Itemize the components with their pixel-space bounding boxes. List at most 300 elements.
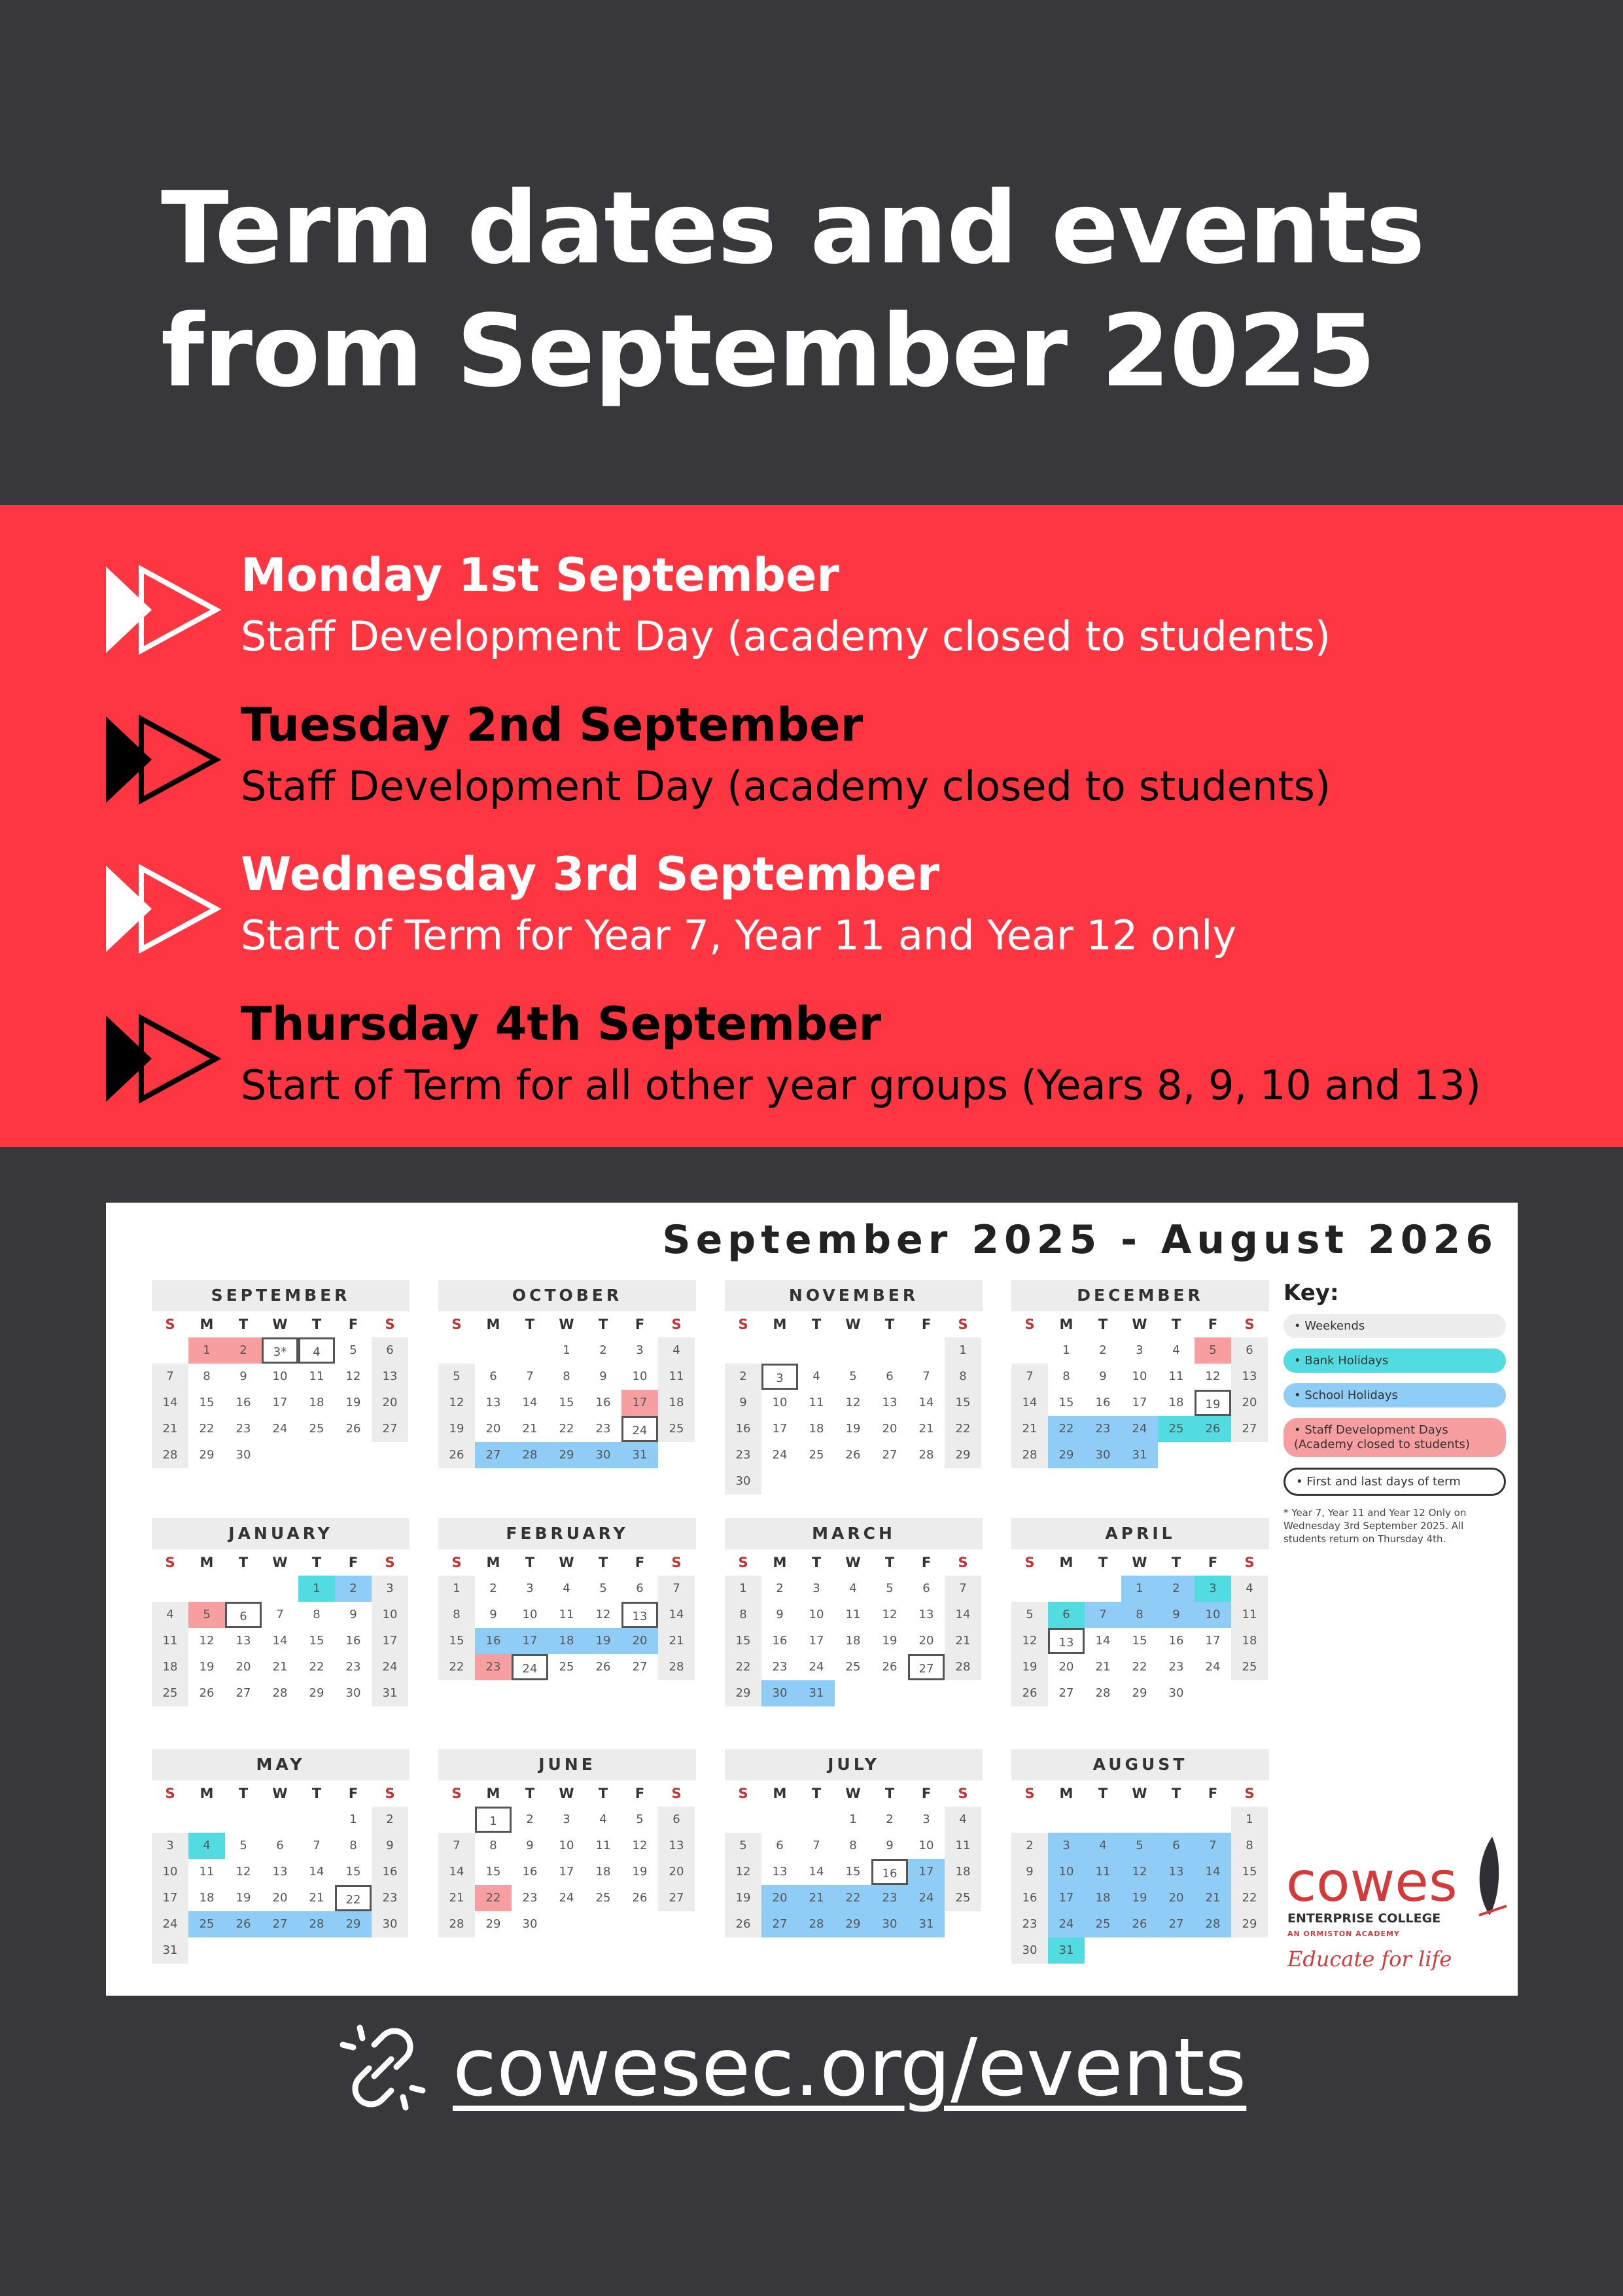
day-cell: 13 xyxy=(1158,1859,1195,1885)
weekday-header xyxy=(438,1311,696,1337)
day-cell: 27 xyxy=(761,1911,798,1937)
day-cell: 28 xyxy=(945,1654,981,1680)
empty-cell xyxy=(298,1807,335,1833)
month-october xyxy=(438,1280,696,1468)
week-row xyxy=(1011,1602,1269,1628)
day-cell: 13 xyxy=(1231,1364,1268,1390)
day-cell: 21 xyxy=(1011,1416,1048,1442)
day-cell: 11 xyxy=(559,1608,574,1621)
key-first-last-days: • First and last days of term xyxy=(1283,1468,1506,1496)
empty-cell xyxy=(298,1442,335,1468)
event-item xyxy=(0,544,1623,694)
day-cell: 2 xyxy=(372,1807,408,1833)
day-cell: 16 xyxy=(1011,1885,1048,1911)
weekday-label: W xyxy=(272,1786,288,1801)
weekday-label: S xyxy=(385,1555,395,1570)
weekday-label: T xyxy=(238,1316,249,1332)
empty-cell xyxy=(658,1911,695,1937)
day-cell: 20 xyxy=(1058,1660,1074,1674)
day-cell: 25 xyxy=(595,1891,611,1905)
day-cell: 23 xyxy=(522,1891,538,1905)
month-name: SEPTEMBER xyxy=(152,1280,410,1311)
weekday-label: M xyxy=(773,1316,787,1332)
day-cell: 2 xyxy=(1011,1833,1048,1859)
day-cell: 27 xyxy=(262,1911,298,1937)
weekday-header xyxy=(152,1780,410,1807)
day-cell: 26 xyxy=(225,1911,262,1937)
day-cell: 21 xyxy=(658,1628,695,1654)
empty-cell xyxy=(1195,1937,1231,1964)
day-cell: 29 xyxy=(199,1448,215,1462)
event-date: Wednesday 3rd September xyxy=(241,847,940,901)
day-cell: 1 xyxy=(725,1576,761,1602)
day-cell: 12 xyxy=(1121,1859,1158,1885)
day-cell: 31 xyxy=(372,1680,408,1706)
day-cell: 28 xyxy=(1011,1442,1048,1468)
day-cell: 2 xyxy=(526,1812,534,1826)
day-cell: 7 xyxy=(152,1364,188,1390)
day-cell: 14 xyxy=(522,1396,538,1409)
day-cell: 3* xyxy=(262,1337,298,1364)
empty-cell xyxy=(188,1576,225,1602)
day-cell: 8 xyxy=(438,1602,475,1628)
week-row xyxy=(152,1390,410,1416)
day-cell: 16 xyxy=(372,1859,408,1885)
day-cell: 20 xyxy=(621,1628,658,1654)
month-november xyxy=(725,1280,983,1494)
day-cell: 24 xyxy=(152,1911,188,1937)
weekday-label: S xyxy=(958,1786,968,1801)
month-february xyxy=(438,1518,696,1680)
weekday-label: M xyxy=(1059,1316,1073,1332)
day-cell: 29 xyxy=(945,1442,981,1468)
empty-cell xyxy=(761,1337,798,1364)
day-cell: 13 xyxy=(882,1396,898,1409)
weekday-label: S xyxy=(738,1555,748,1570)
day-cell: 24 xyxy=(1121,1416,1158,1442)
weekday-label: T xyxy=(598,1316,608,1332)
day-cell: 7 xyxy=(313,1839,321,1852)
weekday-label: S xyxy=(671,1316,682,1332)
month-name: OCTOBER xyxy=(438,1280,696,1311)
week-row xyxy=(152,1807,410,1833)
empty-cell xyxy=(152,1576,188,1602)
month-september xyxy=(152,1280,410,1468)
weekday-label: M xyxy=(486,1555,500,1570)
empty-cell xyxy=(871,1337,908,1364)
day-cell: 7 xyxy=(812,1839,820,1852)
weekday-label: M xyxy=(1059,1555,1073,1570)
logo-subtitle-2: AN ORMISTON ACADEMY xyxy=(1287,1930,1400,1938)
empty-cell xyxy=(1195,1807,1231,1833)
day-cell: 31 xyxy=(798,1680,835,1706)
day-cell: 13 xyxy=(272,1865,288,1879)
day-cell: 7 xyxy=(658,1576,695,1602)
day-cell: 1 xyxy=(188,1337,225,1364)
week-row xyxy=(1011,1364,1269,1390)
day-cell: 8 xyxy=(203,1369,211,1383)
empty-cell xyxy=(335,1937,372,1964)
day-cell: 20 xyxy=(236,1660,251,1674)
day-cell: 28 xyxy=(438,1911,475,1937)
day-cell: 17 xyxy=(908,1859,945,1885)
day-cell: 14 xyxy=(152,1390,188,1416)
day-cell: 4 xyxy=(152,1602,188,1628)
sail-icon xyxy=(1470,1834,1509,1919)
empty-cell xyxy=(225,1576,262,1602)
week-row xyxy=(152,1911,410,1937)
day-cell: 11 xyxy=(309,1369,324,1383)
week-row xyxy=(152,1885,410,1911)
day-cell: 31 xyxy=(1121,1442,1158,1468)
day-cell: 22 xyxy=(945,1416,981,1442)
weekday-label: S xyxy=(958,1555,968,1570)
day-cell: 23 xyxy=(236,1422,251,1436)
empty-cell xyxy=(225,1937,262,1964)
weekday-label: T xyxy=(238,1555,249,1570)
day-cell: 6 xyxy=(1048,1602,1085,1628)
day-cell: 30 xyxy=(1085,1442,1121,1468)
day-cell: 6 xyxy=(276,1839,284,1852)
day-cell: 10 xyxy=(522,1608,538,1621)
weekday-label: S xyxy=(671,1786,682,1801)
day-cell: 3 xyxy=(372,1576,408,1602)
events-link[interactable] xyxy=(334,2022,1246,2113)
day-cell: 12 xyxy=(632,1839,648,1852)
day-cell: 28 xyxy=(152,1442,188,1468)
month-name: NOVEMBER xyxy=(725,1280,983,1311)
month-name: MAY xyxy=(152,1749,410,1780)
weekday-label: M xyxy=(1059,1786,1073,1801)
weekday-label: S xyxy=(451,1555,462,1570)
day-cell: 27 xyxy=(475,1442,512,1468)
weekday-label: W xyxy=(1132,1555,1147,1570)
college-logo xyxy=(1283,1834,1506,1978)
empty-cell xyxy=(908,1337,945,1364)
empty-cell xyxy=(621,1911,658,1937)
day-cell: 15 xyxy=(725,1628,761,1654)
day-cell: 4 xyxy=(812,1369,820,1383)
month-name: JULY xyxy=(725,1749,983,1780)
day-cell: 16 xyxy=(595,1396,611,1409)
empty-cell xyxy=(1048,1576,1085,1602)
day-cell: 3 xyxy=(152,1833,188,1859)
weekday-label: T xyxy=(598,1786,608,1801)
empty-cell xyxy=(1195,1680,1231,1706)
weekday-label: T xyxy=(1098,1555,1108,1570)
title-line-1: Term dates and events xyxy=(161,170,1425,286)
week-row xyxy=(152,1416,410,1442)
empty-cell xyxy=(372,1937,408,1964)
day-cell: 25 xyxy=(1085,1911,1121,1937)
empty-cell xyxy=(945,1911,981,1937)
month-april xyxy=(1011,1518,1269,1706)
week-row xyxy=(438,1602,696,1628)
day-cell: 22 xyxy=(309,1660,324,1674)
week-row xyxy=(1011,1576,1269,1602)
empty-cell xyxy=(1085,1576,1121,1602)
week-row xyxy=(152,1859,410,1885)
weekday-label: T xyxy=(884,1786,895,1801)
week-row xyxy=(725,1576,983,1602)
day-cell: 13 xyxy=(918,1608,934,1621)
day-cell: 29 xyxy=(1132,1686,1147,1700)
empty-cell xyxy=(1158,1442,1195,1468)
week-row xyxy=(1011,1680,1269,1706)
day-cell: 1 xyxy=(1121,1576,1158,1602)
day-cell: 3 xyxy=(922,1812,930,1826)
day-cell: 21 xyxy=(1195,1885,1231,1911)
day-cell: 3 xyxy=(761,1364,798,1390)
day-cell: 14 xyxy=(918,1396,934,1409)
day-cell: 26 xyxy=(845,1448,861,1462)
weekday-label: S xyxy=(165,1555,175,1570)
week-row xyxy=(1011,1833,1269,1859)
day-cell: 17 xyxy=(152,1885,188,1911)
week-row xyxy=(1011,1859,1269,1885)
week-row xyxy=(1011,1885,1269,1911)
day-cell: 24 xyxy=(559,1891,574,1905)
day-cell: 2 xyxy=(776,1581,784,1595)
day-cell: 4 xyxy=(563,1581,570,1595)
day-cell: 1 xyxy=(438,1576,475,1602)
weekday-label: F xyxy=(635,1316,645,1332)
day-cell: 23 xyxy=(772,1660,788,1674)
day-cell: 23 xyxy=(372,1885,408,1911)
week-row xyxy=(725,1911,983,1937)
day-cell: 30 xyxy=(761,1680,798,1706)
day-cell: 15 xyxy=(485,1865,501,1879)
day-cell: 16 xyxy=(345,1634,361,1648)
week-row xyxy=(1011,1654,1269,1680)
day-cell: 18 xyxy=(152,1654,188,1680)
empty-cell xyxy=(1085,1937,1121,1964)
day-cell: 25 xyxy=(658,1416,695,1442)
weekday-label: M xyxy=(773,1555,787,1570)
event-date: Thursday 4th September xyxy=(241,997,882,1051)
empty-cell xyxy=(1121,1937,1158,1964)
day-cell: 26 xyxy=(345,1422,361,1436)
day-cell: 5 xyxy=(849,1369,857,1383)
week-row xyxy=(725,1337,983,1364)
month-name: DECEMBER xyxy=(1011,1280,1269,1311)
day-cell: 6 xyxy=(636,1581,644,1595)
empty-cell xyxy=(835,1468,871,1494)
day-cell: 20 xyxy=(272,1891,288,1905)
weekday-label: F xyxy=(1208,1555,1218,1570)
week-row xyxy=(725,1859,983,1885)
empty-cell xyxy=(372,1442,408,1468)
day-cell: 12 xyxy=(236,1865,251,1879)
day-cell: 4 xyxy=(1231,1576,1268,1602)
empty-cell xyxy=(835,1680,871,1706)
week-row xyxy=(438,1390,696,1416)
weekday-label: T xyxy=(1171,1316,1181,1332)
day-cell: 13 xyxy=(658,1833,695,1859)
day-cell: 26 xyxy=(438,1442,475,1468)
month-july xyxy=(725,1749,983,1937)
day-cell: 24 xyxy=(908,1885,945,1911)
day-cell: 8 xyxy=(563,1369,570,1383)
day-cell: 18 xyxy=(1168,1396,1184,1409)
empty-cell xyxy=(798,1468,835,1494)
weekday-label: S xyxy=(1244,1555,1255,1570)
weekday-label: S xyxy=(385,1786,395,1801)
day-cell: 7 xyxy=(526,1369,534,1383)
empty-cell xyxy=(188,1937,225,1964)
weekday-label: S xyxy=(165,1786,175,1801)
day-cell: 19 xyxy=(345,1396,361,1409)
empty-cell xyxy=(225,1807,262,1833)
week-row xyxy=(725,1442,983,1468)
day-cell: 7 xyxy=(1011,1364,1048,1390)
day-cell: 23 xyxy=(1011,1911,1048,1937)
key-weekends: • Weekends xyxy=(1283,1314,1506,1338)
empty-cell xyxy=(908,1680,945,1706)
week-row xyxy=(725,1390,983,1416)
day-cell: 25 xyxy=(945,1885,981,1911)
day-cell: 5 xyxy=(1121,1833,1158,1859)
weekday-label: S xyxy=(451,1316,462,1332)
day-cell: 26 xyxy=(1121,1911,1158,1937)
day-cell: 30 xyxy=(871,1911,908,1937)
day-cell: 6 xyxy=(658,1807,695,1833)
day-cell: 17 xyxy=(1132,1396,1147,1409)
empty-cell xyxy=(835,1337,871,1364)
day-cell: 30 xyxy=(345,1686,361,1700)
day-cell: 11 xyxy=(845,1608,861,1621)
month-december xyxy=(1011,1280,1269,1468)
week-row xyxy=(1011,1911,1269,1937)
day-cell: 29 xyxy=(725,1680,761,1706)
day-cell: 28 xyxy=(918,1448,934,1462)
day-cell: 14 xyxy=(309,1865,324,1879)
day-cell: 3 xyxy=(1136,1343,1143,1357)
day-cell: 6 xyxy=(1231,1337,1268,1364)
day-cell: 12 xyxy=(438,1390,475,1416)
weekday-label: F xyxy=(348,1316,358,1332)
day-cell: 14 xyxy=(1195,1859,1231,1885)
day-cell: 7 xyxy=(276,1608,284,1621)
empty-cell xyxy=(262,1807,298,1833)
day-cell: 30 xyxy=(1168,1686,1184,1700)
weekday-label: T xyxy=(525,1316,535,1332)
day-cell: 4 xyxy=(188,1833,225,1859)
day-cell: 9 xyxy=(349,1608,357,1621)
day-cell: 21 xyxy=(918,1422,934,1436)
empty-cell xyxy=(761,1468,798,1494)
weekday-label: W xyxy=(559,1555,574,1570)
day-cell: 19 xyxy=(585,1628,621,1654)
day-cell: 11 xyxy=(152,1628,188,1654)
double-arrow-icon xyxy=(103,863,221,955)
day-cell: 3 xyxy=(1195,1576,1231,1602)
event-text: Staff Development Day (academy closed to students) xyxy=(241,762,1331,810)
day-cell: 8 xyxy=(489,1839,497,1852)
event-item xyxy=(0,694,1623,843)
empty-cell xyxy=(438,1337,475,1364)
day-cell: 25 xyxy=(559,1660,574,1674)
weekday-label: M xyxy=(200,1316,214,1332)
day-cell: 9 xyxy=(1158,1602,1195,1628)
day-cell: 15 xyxy=(309,1634,324,1648)
day-cell: 18 xyxy=(548,1628,585,1654)
weekday-label: T xyxy=(311,1786,322,1801)
day-cell: 12 xyxy=(845,1396,861,1409)
weekday-label: T xyxy=(1171,1555,1181,1570)
week-row xyxy=(152,1337,410,1364)
weekday-label: M xyxy=(773,1786,787,1801)
day-cell: 15 xyxy=(559,1396,574,1409)
day-cell: 22 xyxy=(1132,1660,1147,1674)
empty-cell xyxy=(585,1911,621,1937)
empty-cell xyxy=(512,1337,548,1364)
empty-cell xyxy=(761,1807,798,1833)
weekday-label: F xyxy=(1208,1786,1218,1801)
day-cell: 1 xyxy=(349,1812,357,1826)
day-cell: 25 xyxy=(1158,1416,1195,1442)
week-row xyxy=(438,1833,696,1859)
title-line-2: from September 2025 xyxy=(161,293,1376,409)
day-cell: 22 xyxy=(335,1885,372,1911)
day-cell: 29 xyxy=(1048,1442,1085,1468)
day-cell: 30 xyxy=(725,1468,761,1494)
weekday-label: W xyxy=(845,1555,861,1570)
day-cell: 15 xyxy=(345,1865,361,1879)
day-cell: 23 xyxy=(475,1654,512,1680)
day-cell: 14 xyxy=(272,1634,288,1648)
empty-cell xyxy=(335,1442,372,1468)
empty-cell xyxy=(945,1680,981,1706)
weekday-label: T xyxy=(311,1555,322,1570)
day-cell: 30 xyxy=(1011,1937,1048,1964)
day-cell: 11 xyxy=(658,1364,695,1390)
day-cell: 23 xyxy=(1168,1660,1184,1674)
academic-calendar xyxy=(106,1203,1518,1996)
weekday-label: S xyxy=(738,1316,748,1332)
week-row xyxy=(725,1680,983,1706)
day-cell: 21 xyxy=(309,1891,324,1905)
day-cell: 15 xyxy=(1058,1396,1074,1409)
weekday-label: W xyxy=(272,1555,288,1570)
day-cell: 17 xyxy=(512,1628,548,1654)
day-cell: 4 xyxy=(658,1337,695,1364)
day-cell: 25 xyxy=(809,1448,824,1462)
day-cell: 17 xyxy=(372,1628,408,1654)
day-cell: 6 xyxy=(886,1369,894,1383)
week-row xyxy=(438,1416,696,1442)
week-row xyxy=(152,1937,410,1964)
weekday-label: T xyxy=(811,1555,822,1570)
weekday-header xyxy=(725,1311,983,1337)
calendar-title: September 2025 - August 2026 xyxy=(662,1217,1498,1263)
weekday-label: M xyxy=(486,1786,500,1801)
weekday-label: S xyxy=(1024,1786,1035,1801)
day-cell: 27 xyxy=(236,1686,251,1700)
day-cell: 28 xyxy=(512,1442,548,1468)
events-link-text[interactable]: cowesec.org/events xyxy=(453,2021,1247,2114)
day-cell: 23 xyxy=(871,1885,908,1911)
day-cell: 3 xyxy=(1048,1833,1085,1859)
day-cell: 23 xyxy=(1085,1416,1121,1442)
double-arrow-icon xyxy=(103,564,221,656)
day-cell: 16 xyxy=(1168,1634,1184,1648)
week-row xyxy=(438,1628,696,1654)
day-cell: 18 xyxy=(1085,1885,1121,1911)
week-row xyxy=(438,1442,696,1468)
weekday-label: T xyxy=(311,1316,322,1332)
empty-cell xyxy=(945,1468,981,1494)
